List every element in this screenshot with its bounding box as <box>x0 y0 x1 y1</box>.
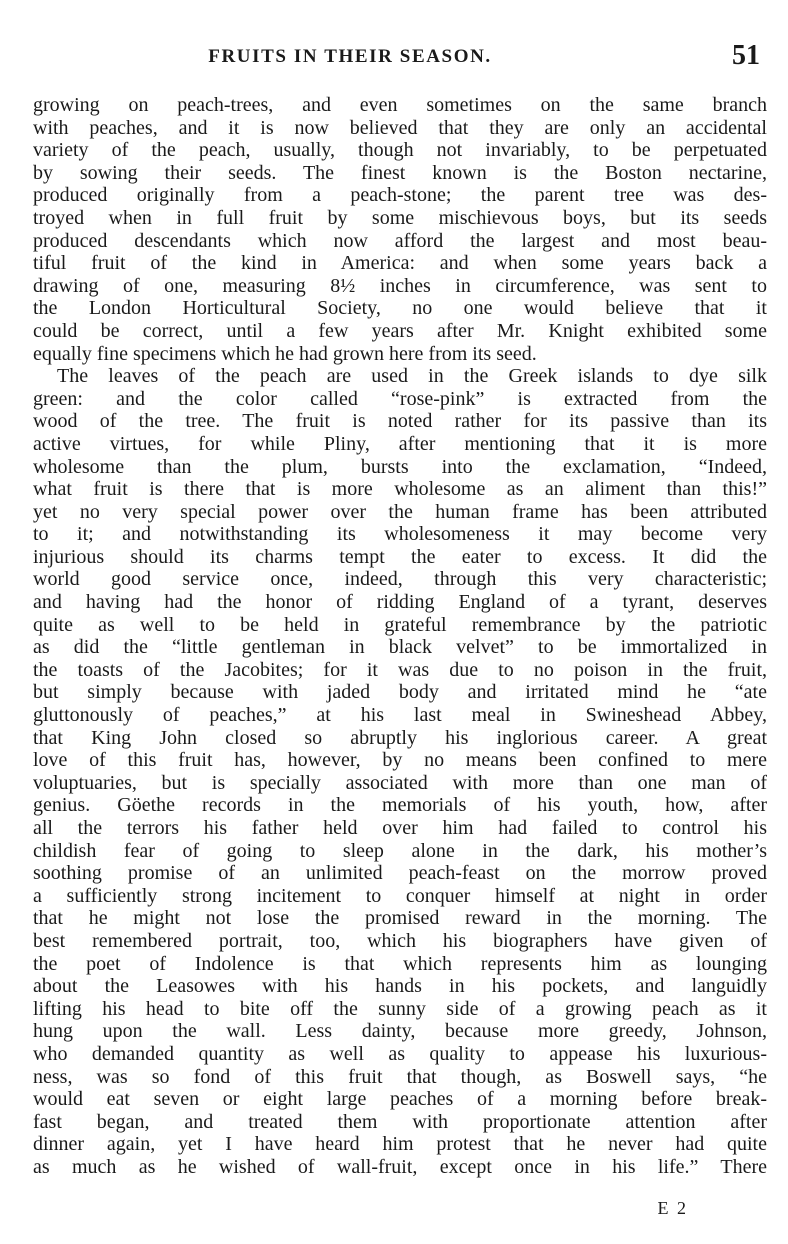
running-title: FRUITS IN THEIR SEASON. <box>208 46 492 67</box>
text-line: tiful fruit of the kind in America: and when some years back a <box>33 252 767 275</box>
text-line: but simply because with jaded body and irritated mind he “ate <box>33 681 767 704</box>
text-line: what fruit is there that is more wholesome as an aliment than this!” <box>33 478 767 501</box>
page-number: 51 <box>732 40 760 71</box>
text-line: drawing of one, measuring 8½ inches in circumference, was sent to <box>33 274 767 297</box>
running-head <box>30 40 770 74</box>
text-line: all the terrors his father held over him had failed to control his <box>33 817 767 839</box>
text-line: soothing promise of an unlimited peach-feast on the morrow proved <box>33 862 767 885</box>
text-line: could be correct, until a few years after Mr. Knight exhibited some <box>33 319 767 342</box>
body-text <box>33 94 767 1179</box>
paragraph-end-line: equally fine specimens which he had grown here from its seed. <box>33 342 537 365</box>
text-line: with peaches, and it is now believed that they are only an accidental <box>33 116 767 139</box>
text-line: the poet of Indolence is that which represents him as lounging <box>33 952 767 975</box>
text-line: produced originally from a peach-stone; the parent tree was des- <box>33 184 767 207</box>
text-line: wood of the tree. The fruit is noted rather for its passive than its <box>33 410 767 433</box>
text-line: childish fear of going to sleep alone in the dark, his mother’s <box>33 839 767 862</box>
text-line: wholesome than the plum, bursts into the exclamation, “Indeed, <box>33 455 767 478</box>
text-line: gluttonously of peaches,” at his last meal in Swineshead Abbey, <box>33 704 767 727</box>
text-line: dinner again, yet I have heard him protest that he never had quite <box>33 1133 767 1156</box>
text-line: green: and the color called “rose-pink” is extracted from the <box>33 387 767 410</box>
text-line: the London Horticultural Society, no one would believe that it <box>33 297 767 320</box>
text-line: lifting his head to bite off the sunny side of a growing peach as it <box>33 997 767 1020</box>
text-line: fast began, and treated them with proportionate attention after <box>33 1110 767 1133</box>
text-line: troyed when in full fruit by some mischievous boys, but its seeds <box>33 206 767 229</box>
text-line: voluptuaries, but is specially associated with more than one man of <box>33 771 767 794</box>
text-line: and having had the honor of ridding England of a tyrant, deserves <box>33 591 767 614</box>
text-line: growing on peach-trees, and even sometimes on the same branch <box>33 94 767 116</box>
text-line: ness, was so fond of this fruit that though, as Boswell says, “he <box>33 1065 767 1088</box>
text-line: about the Leasowes with his hands in his pockets, and languidly <box>33 975 767 998</box>
text-line: the toasts of the Jacobites; for it was due to no poison in the fruit, <box>33 658 767 681</box>
paragraph-start-line: The leaves of the peach are used in the Greek islands to dye silk <box>57 365 767 388</box>
text-line: would eat seven or eight large peaches of a morning before break- <box>33 1088 767 1111</box>
text-line: produced descendants which now afford the largest and most beau- <box>33 229 767 252</box>
text-line: who demanded quantity as well as quality to appease his luxurious- <box>33 1042 767 1065</box>
signature-mark: E 2 <box>657 1198 688 1218</box>
text-line: genius. Göethe records in the memorials of his youth, how, after <box>33 794 767 817</box>
text-line: to it; and notwithstanding its wholesomeness it may become very <box>33 523 767 546</box>
text-line: best remembered portrait, too, which his biographers have given of <box>33 929 767 952</box>
text-line: quite as well to be held in grateful remembrance by the patriotic <box>33 613 767 636</box>
text-line: yet no very special power over the human frame has been attributed <box>33 500 767 523</box>
text-line: injurious should its charms tempt the eater to excess. It did the <box>33 545 767 568</box>
text-line: hung upon the wall. Less dainty, because more greedy, Johnson, <box>33 1020 767 1043</box>
text-line: that King John closed so abruptly his inglorious career. A great <box>33 726 767 749</box>
text-line: variety of the peach, usually, though not invariably, to be perpetuated <box>33 139 767 162</box>
text-line: world good service once, indeed, through this very characteristic; <box>33 568 767 591</box>
text-line: active virtues, for while Pliny, after mentioning that it is more <box>33 432 767 455</box>
text-line: love of this fruit has, however, by no means been confined to mere <box>33 749 767 772</box>
text-line: by sowing their seeds. The finest known is the Boston nectarine, <box>33 161 767 184</box>
text-line: that he might not lose the promised reward in the morning. The <box>33 907 767 930</box>
text-line: as much as he wished of wall-fruit, except once in his life.” There <box>33 1155 767 1178</box>
text-line: a sufficiently strong incitement to conquer himself at night in order <box>33 884 767 907</box>
text-line: as did the “little gentleman in black velvet” to be immortalized in <box>33 636 767 659</box>
